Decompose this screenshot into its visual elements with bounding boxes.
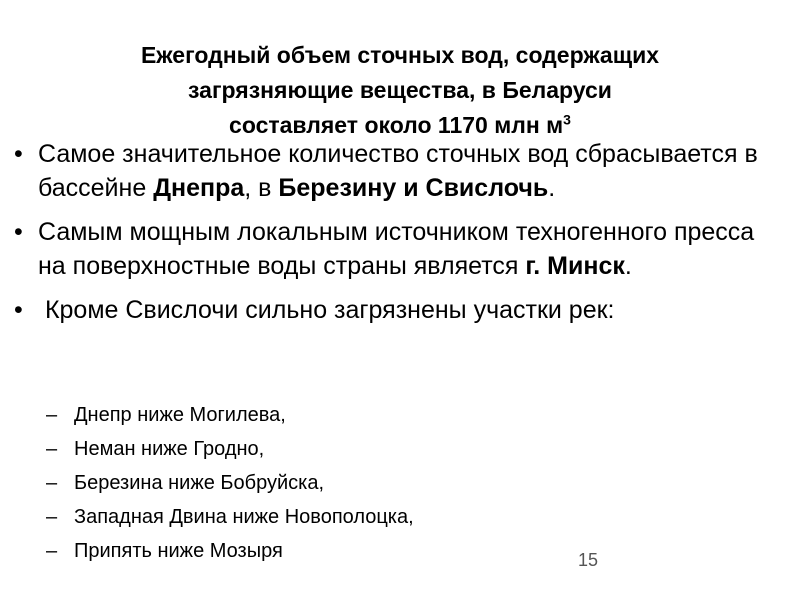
sub-item-text: Припять ниже Мозыря	[74, 540, 283, 562]
bullet-marker: •	[14, 140, 23, 168]
sub-item-text: Березина ниже Бобруйска,	[74, 472, 325, 494]
sub-item	[46, 500, 414, 534]
dash-marker: –	[46, 438, 58, 460]
dash-marker: –	[46, 540, 58, 562]
bullet-bold-text: Березину и Свислочь	[278, 174, 549, 202]
dash-marker: –	[46, 472, 58, 494]
bullet-text: Кроме Свислочи сильно загрязнены участки рек:	[38, 296, 615, 324]
bullet-text: , в	[244, 174, 279, 202]
bullet-bold-text: г. Минск	[525, 252, 625, 280]
sub-item	[46, 398, 414, 432]
title-line-2: загрязняющие вещества, в Беларуси	[188, 77, 612, 103]
bullet-marker: •	[14, 296, 23, 324]
bullet-text: Самым мощным локальным источником техногенного пресса на поверхностные воды страны является	[38, 218, 755, 280]
bullet-item-dnepr	[8, 137, 778, 205]
bullet-list	[8, 137, 778, 337]
bullet-bold-text: Днепра	[153, 174, 245, 202]
sub-item	[46, 432, 414, 466]
bullet-marker: •	[14, 218, 23, 246]
sub-item-text: Днепр ниже Могилева,	[74, 404, 286, 426]
sub-list	[46, 398, 414, 568]
bullet-text: Самое значительное количество сточных вод сбрасывается в бассейне	[38, 140, 758, 202]
bullet-item-rivers	[8, 293, 778, 327]
bullet-text: .	[548, 174, 556, 202]
slide-title	[40, 38, 760, 143]
sub-item-text: Западная Двина ниже Новополоцка,	[74, 506, 414, 528]
title-superscript: 3	[563, 111, 571, 128]
sub-item-text: Неман ниже Гродно,	[74, 438, 265, 460]
dash-marker: –	[46, 404, 58, 426]
title-line-3-text: составляет около 1170 млн м	[229, 112, 564, 138]
bullet-item-minsk	[8, 215, 778, 283]
sub-item	[46, 466, 414, 500]
title-line-1: Ежегодный объем сточных вод, содержащих	[140, 42, 660, 68]
bullet-text: .	[624, 252, 632, 280]
sub-item	[46, 534, 414, 568]
dash-marker: –	[46, 506, 58, 528]
page-number: 15	[578, 550, 599, 570]
